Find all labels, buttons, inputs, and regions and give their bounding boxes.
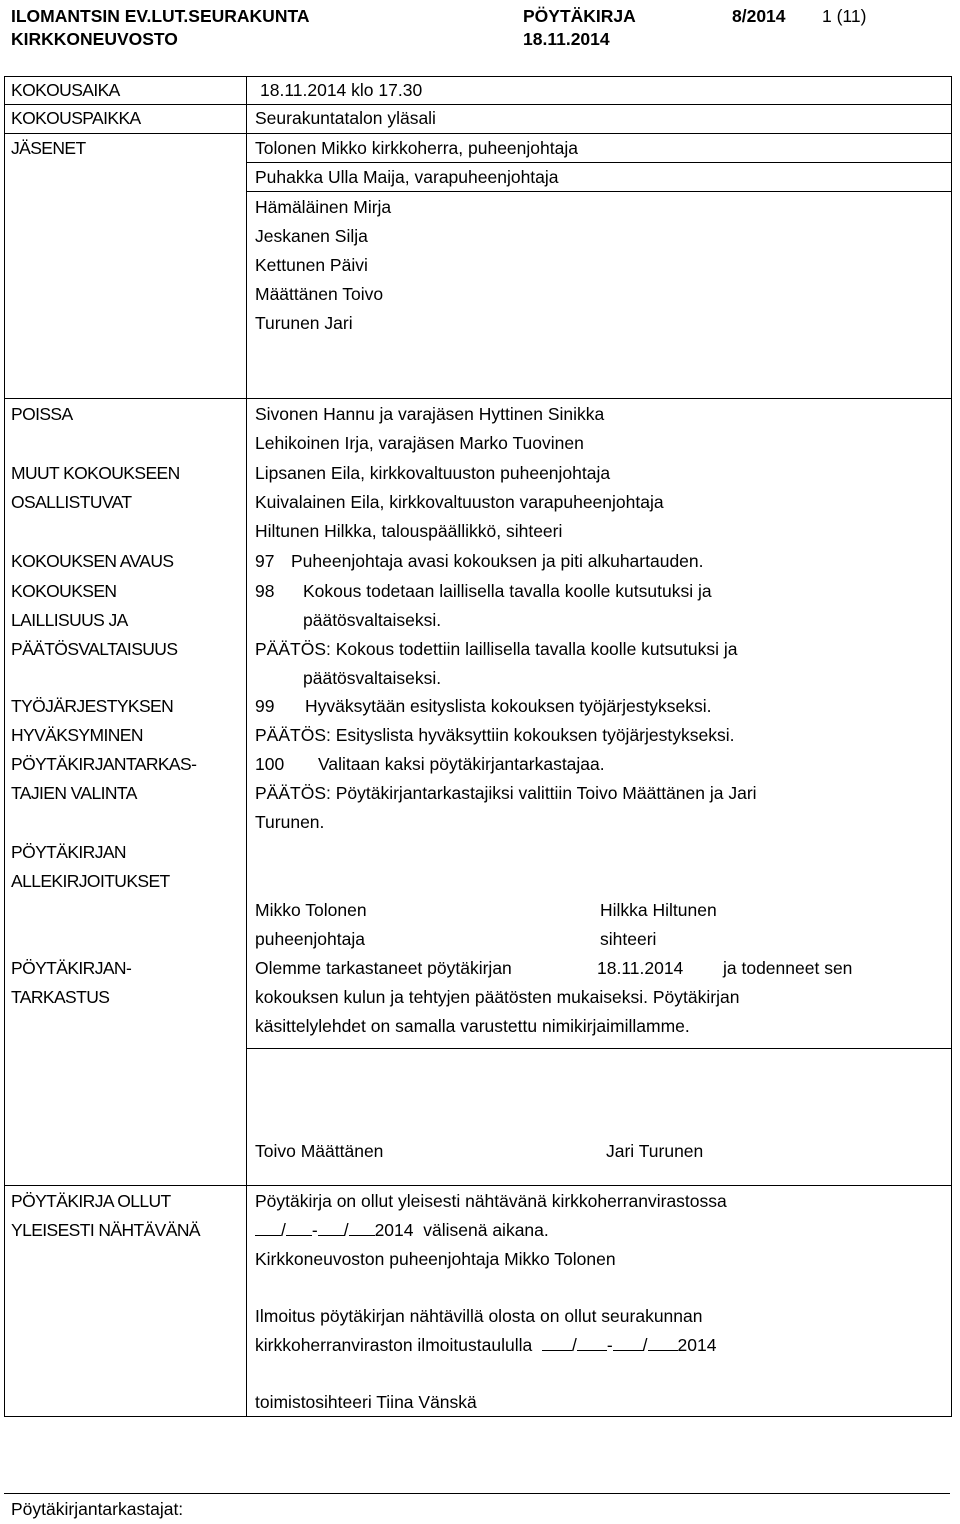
inspection-text: kokouksen kulun ja tehtyjen päätösten mukaiseksi. Pöytäkirjan: [255, 987, 740, 1007]
blank-field: [286, 1219, 312, 1236]
blank-field: [577, 1334, 607, 1351]
display-text: Pöytäkirja on ollut yleisesti nähtävänä kirkkoherranvirastossa: [255, 1191, 727, 1211]
checkers-label: TAJIEN VALINTA: [11, 783, 137, 803]
blank-field: [648, 1334, 678, 1351]
checker-signature: Jari Turunen: [606, 1141, 704, 1161]
agenda-label: HYVÄKSYMINEN: [11, 725, 143, 745]
absent-label: POISSA: [11, 404, 73, 424]
legality-number: 98: [255, 581, 275, 601]
checker-signature: Toivo Määttänen: [255, 1141, 384, 1161]
separator: /: [571, 1335, 577, 1355]
member-item: Turunen Jari: [255, 313, 353, 333]
member-item: Jeskanen Silja: [255, 226, 368, 246]
absent-item: Sivonen Hannu ja varajäsen Hyttinen Sinikka: [255, 404, 605, 424]
org-unit: KIRKKONEUVOSTO: [11, 29, 178, 49]
checkers-text: Valitaan kaksi pöytäkirjantarkastajaa.: [318, 754, 605, 774]
inspection-label: TARKASTUS: [11, 987, 110, 1007]
legality-label: KOKOUKSEN: [11, 581, 117, 601]
members-label: JÄSENET: [11, 138, 86, 158]
row-divider: [246, 1048, 951, 1049]
absent-item: Lehikoinen Irja, varajäsen Marko Tuovinen: [255, 433, 584, 453]
secretary-name: Hilkka Hiltunen: [600, 900, 717, 920]
others-item: Kuivalainen Eila, kirkkovaltuuston varapuheenjohtaja: [255, 492, 664, 512]
separator: /: [642, 1335, 648, 1355]
display-text: välisenä aikana.: [423, 1220, 549, 1240]
footer-checkers-label: Pöytäkirjantarkastajat:: [11, 1499, 184, 1519]
member-item: Puhakka Ulla Maija, varapuheenjohtaja: [255, 167, 559, 187]
row-divider: [4, 104, 951, 105]
doc-type: PÖYTÄKIRJA: [523, 6, 636, 26]
org-name: ILOMANTSIN EV.LUT.SEURAKUNTA: [11, 6, 310, 26]
chair-role: puheenjohtaja: [255, 929, 365, 949]
display-label: YLEISESTI NÄHTÄVÄNÄ: [11, 1220, 200, 1240]
agenda-label: TYÖJÄRJESTYKSEN: [11, 696, 174, 716]
meeting-place-value: Seurakuntatalon yläsali: [255, 108, 436, 128]
notice-text: kirkkoherranviraston ilmoitustaululla: [255, 1335, 533, 1355]
others-item: Lipsanen Eila, kirkkovaltuuston puheenjohtaja: [255, 463, 611, 483]
legality-label: PÄÄTÖSVALTAISUUS: [11, 639, 178, 659]
signatures-label: PÖYTÄKIRJAN: [11, 842, 126, 862]
others-label: OSALLISTUVAT: [11, 492, 132, 512]
column-divider: [246, 76, 247, 1416]
notice-text: Ilmoitus pöytäkirjan nähtävillä olosta on ollut seurakunnan: [255, 1306, 703, 1326]
year: 2014: [374, 1220, 414, 1240]
blank-field: [318, 1219, 344, 1236]
blank-field: [255, 1219, 281, 1236]
blank-field: [613, 1334, 643, 1351]
separator: -: [311, 1220, 318, 1240]
signatures-label: ALLEKIRJOITUKSET: [11, 871, 170, 891]
meeting-time-label: KOKOUSAIKA: [11, 80, 120, 100]
member-item: Kettunen Päivi: [255, 255, 368, 275]
official-name: toimistosihteeri Tiina Vänskä: [255, 1392, 477, 1412]
legality-label: LAILLISUUS JA: [11, 610, 128, 630]
separator: -: [606, 1335, 613, 1355]
others-item: Hiltunen Hilkka, talouspäällikkö, sihteeri: [255, 521, 563, 541]
separator: /: [343, 1220, 349, 1240]
legality-text: Kokous todetaan laillisella tavalla koolle kutsutuksi ja: [303, 581, 712, 601]
doc-date: 18.11.2014: [523, 29, 610, 49]
doc-number: 8/2014: [732, 6, 786, 26]
agenda-number: 99: [255, 696, 275, 716]
footer-divider: [4, 1493, 950, 1494]
inspection-text: käsittelylehdet on samalla varustettu nimikirjaimillamme.: [255, 1016, 690, 1036]
opening-number: 97: [255, 551, 275, 571]
inspection-date: 18.11.2014: [597, 958, 684, 978]
meeting-place-label: KOKOUSPAIKKA: [11, 108, 141, 128]
agenda-decision: PÄÄTÖS: Esityslista hyväksyttiin kokouksen työjärjestykseksi.: [255, 725, 735, 745]
member-item: Tolonen Mikko kirkkoherra, puheenjohtaja: [255, 138, 578, 158]
checkers-decision: PÄÄTÖS: Pöytäkirjantarkastajiksi valittiin Toivo Määttänen ja Jari: [255, 783, 757, 803]
member-item: Hämäläinen Mirja: [255, 197, 392, 217]
meeting-time-value: 18.11.2014 klo 17.30: [260, 80, 423, 100]
blank-field: [349, 1219, 375, 1236]
legality-decision: päätösvaltaiseksi.: [303, 668, 442, 688]
inspection-text: Olemme tarkastaneet pöytäkirjan: [255, 958, 512, 978]
opening-label: KOKOUKSEN AVAUS: [11, 551, 174, 571]
chair-name: Mikko Tolonen: [255, 900, 367, 920]
secretary-role: sihteeri: [600, 929, 657, 949]
separator: /: [281, 1220, 286, 1240]
display-label: PÖYTÄKIRJA OLLUT: [11, 1191, 171, 1211]
opening-text: Puheenjohtaja avasi kokouksen ja piti alkuhartauden.: [291, 551, 704, 571]
row-divider: [4, 1185, 951, 1186]
checkers-label: PÖYTÄKIRJANTARKAS-: [11, 754, 197, 774]
others-label: MUUT KOKOUKSEEN: [11, 463, 180, 483]
row-divider: [4, 398, 951, 399]
checkers-number: 100: [255, 754, 285, 774]
inspection-label: PÖYTÄKIRJAN-: [11, 958, 132, 978]
blank-field: [542, 1334, 572, 1351]
page-number: 1 (11): [822, 6, 867, 26]
year: 2014: [677, 1335, 717, 1355]
notice-period: [255, 1331, 716, 1360]
display-text: Kirkkoneuvoston puheenjohtaja Mikko Tolonen: [255, 1249, 616, 1269]
display-period: [255, 1216, 549, 1245]
legality-decision: PÄÄTÖS: Kokous todettiin laillisella tavalla koolle kutsutuksi ja: [255, 639, 738, 659]
member-item: Määttänen Toivo: [255, 284, 384, 304]
checkers-decision: Turunen.: [255, 812, 325, 832]
agenda-text: Hyväksytään esityslista kokouksen työjärjestykseksi.: [305, 696, 712, 716]
legality-text: päätösvaltaiseksi.: [303, 610, 442, 630]
inspection-text: ja todenneet sen: [723, 958, 853, 978]
